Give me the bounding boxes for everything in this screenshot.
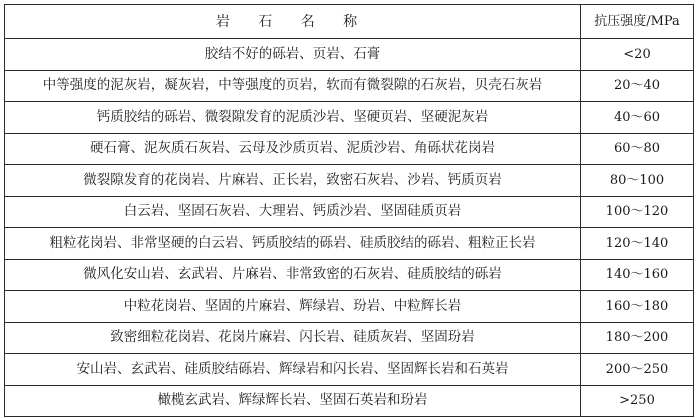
- rock-strength-table: [4, 4, 694, 417]
- table-row: [5, 39, 694, 71]
- strength-cell: 200～250: [581, 354, 694, 386]
- table-row: [5, 133, 694, 165]
- table-row: [5, 291, 694, 323]
- strength-cell: 80～100: [581, 165, 694, 197]
- rock-name-cell: 粗粒花岗岩、非常坚硬的白云岩、钙质胶结的砾岩、硅质胶结的砾岩、粗粒正长岩: [5, 228, 581, 260]
- strength-cell: <20: [581, 39, 694, 71]
- rock-name-cell: 白云岩、坚固石灰岩、大理岩、钙质沙岩、坚固硅质页岩: [5, 196, 581, 228]
- table-header-row: [5, 5, 694, 39]
- strength-cell: 60～80: [581, 133, 694, 165]
- table-row: [5, 322, 694, 354]
- rock-name-cell: 微风化安山岩、玄武岩、片麻岩、非常致密的石灰岩、硅质胶结的砾岩: [5, 259, 581, 291]
- strength-cell: 20～40: [581, 70, 694, 102]
- table-row: [5, 228, 694, 260]
- strength-cell: 160～180: [581, 291, 694, 323]
- rock-name-cell: 中粒花岗岩、坚固的片麻岩、辉绿岩、玢岩、中粒辉长岩: [5, 291, 581, 323]
- rock-name-cell: 钙质胶结的砾岩、微裂隙发育的泥质沙岩、坚硬页岩、坚硬泥灰岩: [5, 102, 581, 134]
- rock-strength-table-container: [4, 4, 693, 414]
- rock-name-cell: 硬石膏、泥灰质石灰岩、云母及沙质页岩、泥质沙岩、角砾状花岗岩: [5, 133, 581, 165]
- strength-cell: 100～120: [581, 196, 694, 228]
- strength-cell: 40～60: [581, 102, 694, 134]
- table-row: [5, 354, 694, 386]
- strength-cell: 120～140: [581, 228, 694, 260]
- table-row: [5, 102, 694, 134]
- rock-name-cell: 致密细粒花岗岩、花岗片麻岩、闪长岩、硅质灰岩、坚固玢岩: [5, 322, 581, 354]
- rock-name-cell: 安山岩、玄武岩、硅质胶结砾岩、辉绿岩和闪长岩、坚固辉长岩和石英岩: [5, 354, 581, 386]
- table-row: [5, 165, 694, 197]
- strength-cell: >250: [581, 385, 694, 417]
- table-row: [5, 196, 694, 228]
- rock-name-cell: 橄榄玄武岩、辉绿辉长岩、坚固石英岩和玢岩: [5, 385, 581, 417]
- header-compressive-strength: 抗压强度/MPa: [581, 5, 694, 39]
- table-row: [5, 70, 694, 102]
- rock-name-cell: 胶结不好的砾岩、页岩、石膏: [5, 39, 581, 71]
- rock-name-cell: 中等强度的泥灰岩，凝灰岩，中等强度的页岩，软而有微裂隙的石灰岩，贝壳石灰岩: [5, 70, 581, 102]
- header-rock-name: 岩 石 名 称: [5, 5, 581, 39]
- strength-cell: 180～200: [581, 322, 694, 354]
- strength-cell: 140～160: [581, 259, 694, 291]
- table-row: [5, 259, 694, 291]
- table-row: [5, 385, 694, 417]
- rock-name-cell: 微裂隙发育的花岗岩、片麻岩、正长岩，致密石灰岩、沙岩、钙质页岩: [5, 165, 581, 197]
